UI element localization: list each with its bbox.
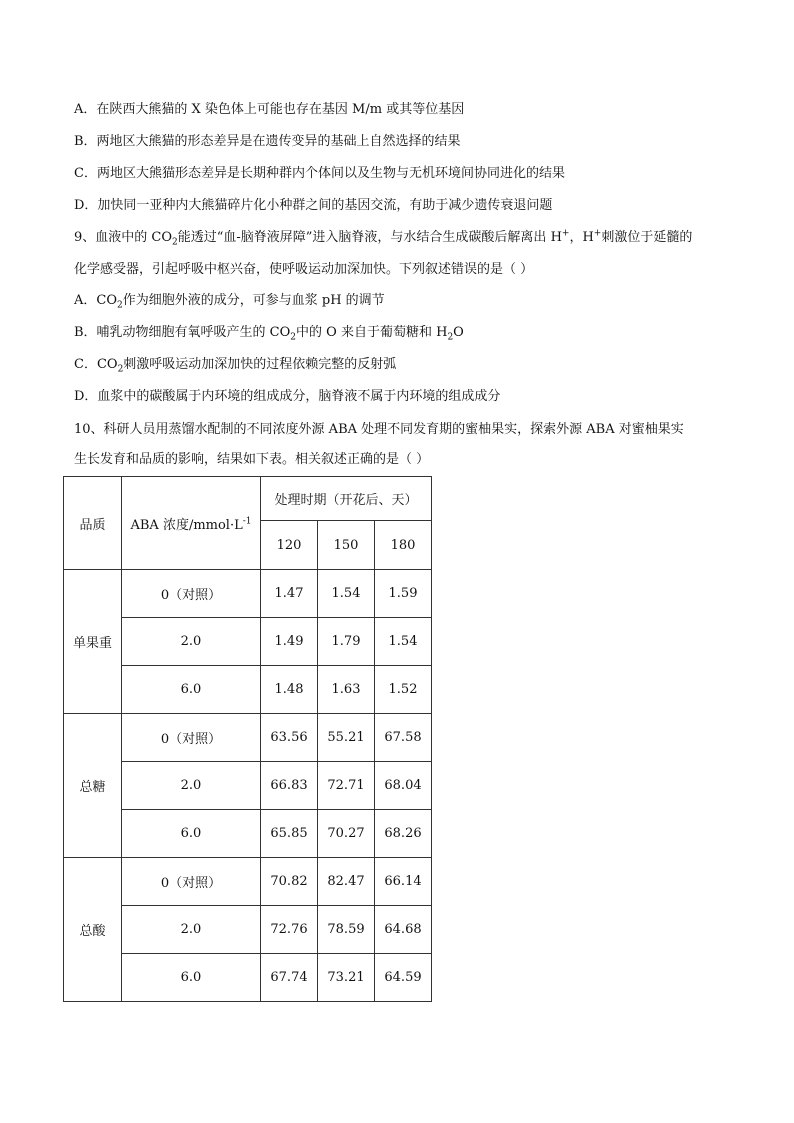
value-cell: 68.26 [375,810,432,858]
value-cell: 1.79 [318,618,375,666]
concentration-cell: 2.0 [122,762,261,810]
header-day: 120 [261,521,318,570]
value-cell: 65.85 [261,810,318,858]
value-cell: 1.47 [261,570,318,618]
q9-option-c: C．$CO_2$刺激呼吸运动加深加快的过程依赖完整的反射弧 [74,357,397,375]
q8-option-b: B．两地区大熊猫的形态差异是在遗传变异的基础上自然选择的结果 [74,134,461,149]
concentration-cell: 6.0 [122,666,261,714]
value-cell: 82.47 [318,858,375,906]
concentration-cell: 2.0 [122,906,261,954]
concentration-cell: 0（对照） [122,714,261,762]
value-cell: 70.82 [261,858,318,906]
value-cell: 1.49 [261,618,318,666]
value-cell: 68.04 [375,762,432,810]
header-treatment-period: 处理时期（开花后、天） [261,477,432,521]
value-cell: 66.14 [375,858,432,906]
value-cell: 1.54 [375,618,432,666]
header-day: 150 [318,521,375,570]
value-cell: 72.76 [261,906,318,954]
q10-stem-line-2: 生长发育和品质的影响，结果如下表。相关叙述正确的是（ ） [74,452,430,467]
concentration-cell: 6.0 [122,954,261,1002]
table-row [64,714,432,762]
table-row [64,570,432,618]
value-cell: 1.54 [318,570,375,618]
aba-results-table [63,476,432,1002]
concentration-cell: 0（对照） [122,570,261,618]
value-cell: 1.63 [318,666,375,714]
q8-option-a: A．在陕西大熊猫的 X 染色体上可能也存在基因 M/m 或其等位基因 [74,102,465,117]
group-label: 总酸 [64,858,122,1002]
value-cell: 55.21 [318,714,375,762]
q9-stem-line-2: 化学感受器，引起呼吸中枢兴奋，使呼吸运动加深加快。下列叙述错误的是（ ） [74,262,534,277]
value-cell: 73.21 [318,954,375,1002]
q9-option-b: B．哺乳动物细胞有氧呼吸产生的 $CO_2$中的 O 来自于葡萄糖和 $H_2O$ [74,325,464,343]
value-cell: 66.83 [261,762,318,810]
concentration-cell: 6.0 [122,810,261,858]
value-cell: 1.52 [375,666,432,714]
q9-option-a: A．$CO_2$作为细胞外液的成分，可参与血浆 pH 的调节 [74,293,385,311]
value-cell: 72.71 [318,762,375,810]
value-cell: 1.48 [261,666,318,714]
concentration-cell: 0（对照） [122,858,261,906]
q10-stem-line-1: 10、科研人员用蒸馏水配制的不同浓度外源 ABA 处理不同发育期的蜜柚果实，探索外源 ABA 对蜜柚果实 [74,422,684,437]
value-cell: 64.68 [375,906,432,954]
q8-option-c: C．两地区大熊猫形态差异是长期种群内个体间以及生物与无机环境间协同进化的结果 [74,166,565,181]
value-cell: 70.27 [318,810,375,858]
header-quality: 品质 [64,477,122,570]
group-label: 总糖 [64,714,122,858]
q9-option-d: D．血浆中的碳酸属于内环境的组成成分，脑脊液不属于内环境的组成成分 [74,389,501,404]
value-cell: 1.59 [375,570,432,618]
value-cell: 63.56 [261,714,318,762]
q8-option-d: D．加快同一亚种内大熊猫碎片化小种群之间的基因交流，有助于减少遗传衰退问题 [74,198,553,213]
value-cell: 64.59 [375,954,432,1002]
value-cell: 67.58 [375,714,432,762]
concentration-cell: 2.0 [122,618,261,666]
header-day: 180 [375,521,432,570]
q9-stem-line-1: 9、血液中的 $CO_2$能透过“血-脑脊液屏障”进入脑脊液，与水结合生成碳酸后解离出 H+，H+刺激位于延髓的 [74,228,693,248]
value-cell: 78.59 [318,906,375,954]
group-label: 单果重 [64,570,122,714]
table-row [64,858,432,906]
value-cell: 67.74 [261,954,318,1002]
header-aba-concentration: ABA 浓度$/mmol\cdot L^{-1}$ [122,477,261,570]
